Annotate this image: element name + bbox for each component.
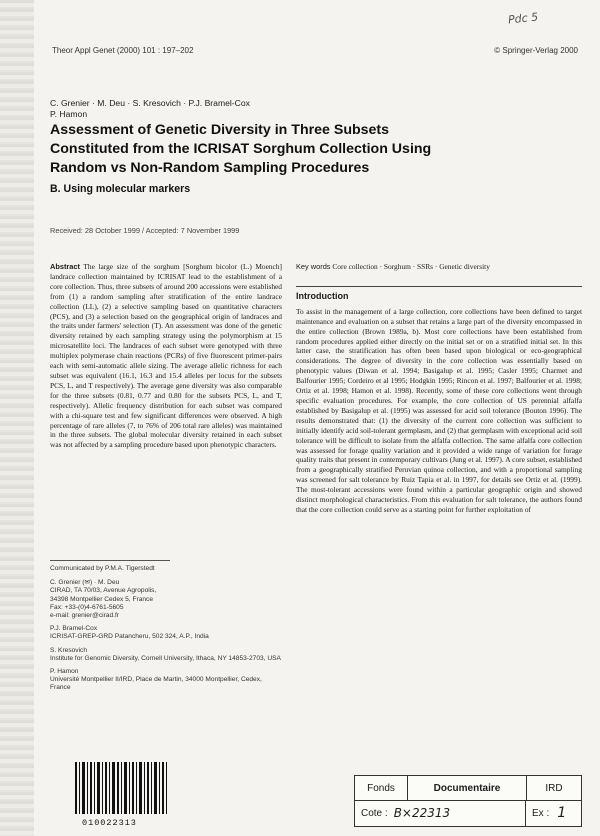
- stamp-top-row: [355, 776, 581, 801]
- introduction-heading: Introduction: [296, 286, 582, 302]
- corr-line: C. Grenier (✉) · M. Deu: [50, 579, 120, 587]
- affiliation-hamon: [50, 668, 282, 693]
- paper-subtitle: B. Using molecular markers: [50, 183, 191, 195]
- stamp-bottom-row: [355, 800, 581, 826]
- author-line-1: C. Grenier · M. Deu · S. Kresovich · P.J. Bramel-Cox: [50, 98, 250, 108]
- footnote-block: [50, 560, 282, 698]
- keywords: [296, 262, 582, 272]
- stamp-fonds: Fonds: [355, 776, 408, 800]
- stamp-cote-value: B×22313: [393, 806, 451, 820]
- affiliation-bramel: [50, 625, 282, 641]
- keywords-label: Key words: [296, 262, 331, 271]
- stamp-documentaire: Documentaire: [408, 776, 527, 800]
- affiliation-address: Institute for Genomic Diversity, Cornell University, Ithaca, NY 14853-2703, USA: [50, 654, 281, 662]
- affiliation-address: Université Montpellier II/IRD, Place de Martin, 34000 Montpellier, Cedex, France: [50, 676, 262, 692]
- library-stamp: [354, 775, 582, 827]
- corr-line: CIRAD, TA 70/03, Avenue Agropolis,: [50, 587, 157, 595]
- affiliation-kresovich: [50, 647, 282, 663]
- right-column: [296, 262, 582, 515]
- publisher-copyright: © Springer-Verlag 2000: [494, 46, 578, 55]
- communicated-by: Communicated by P.M.A. Tigerstedt: [50, 565, 155, 572]
- stamp-ex-label: Ex :: [532, 807, 550, 819]
- paper-title: Assessment of Genetic Diversity in Three Subsets Constituted from the ICRISAT Sorghum Collection Using Random vs Non-Random Sampling Procedures: [50, 122, 432, 176]
- barcode-number: 010022313: [82, 818, 137, 828]
- author-list: [50, 98, 250, 120]
- introduction-text: To assist in the management of a large collection, core collections have been defined to target maintenance and evaluation on a subset that retains a large part of the diversity encompassed in the entire collection (Brown 1989a, b). Most core collections have been established from random procedures applied either directly on the initial set or on a stratified initial set. In this latter case, the stratification has often been based upon biological or eco-geographical considerations. The degree of diversity in the core collection was essentially based on phenotypic values (Diwan et al. 1994; Basigalup et al. 1995; Casler 1995; Charmet and Balfourier 1995; Cordeiro et al 1995; Hodgkin 1995; Rincon et al. 1997; Balfourier et al. 1998; Ortiz et al. 1998; Hamon et al. 1998). Recently, some of these core collections went through specific evaluation procedures. For example, the core collection of US perennial alfalfa established by Basigalup et al. (1995) was assessed for acid soil tolerance (Bouton 1996). The results demonstrated that: (1) the diversity of the current core collection was sufficient to initially identify acid soil-tolerant germplasm, and (2) that germplasm with exceptional acid soil tolerance will be difficult to isolate from the alfalfa collection. The same alfalfa core collection was assessed for forage quality variation and it provided a wide range of variation for forage quality traits that present in contemporary cultivars (Jung et al. 1997). A core subset, established from a geographically stratified Peruvian quinoa collection, and with a proportional sampling was screened for salt tolerance by Ruiz Tapia et al. in 1997, for details see Ortiz et al. (1999). The most-tolerant accessions were found within a particular geographic origin and showed distinct morphological characteristics. From this evaluation for salt tolerance, the authors found that the core collection could serve as a starting point for further exploitation of: [296, 306, 582, 514]
- stamp-cote: [355, 800, 526, 826]
- journal-citation: Theor Appl Genet (2000) 101 : 197–202: [52, 46, 194, 55]
- affiliation-name: P.J. Bramel-Cox: [50, 625, 98, 633]
- received-accepted-dates: Received: 28 October 1999 / Accepted: 7 November 1999: [50, 226, 240, 235]
- abstract-label: Abstract: [50, 262, 80, 271]
- abstract-text: The large size of the sorghum [Sorghum bicolor (L.) Moench] landrace collection maintained by ICRISAT lead to the establishment of a core collection. Thus, three subsets of around 200 accessions were established from (1) a random sampling after stratification of the entire landrace collection (LL), (2) a selective sampling based on quantitative characters (PCS), and (3) a selection based on the geographical origin of landraces and the traits under farmers' selection (T). An assessment was done of the genetic diversity retained by each sampling strategy using the polymorphism at 15 microsatellite loci. The landraces of each subset were genotyped with three multiplex polymerase chain reactions (PCRs) of five fluorescent primer-pairs each with semi-automatic allele sizing. The average allelic richness for each subset was equivalent (16.1, 16.3 and 15.4 alleles per locus for the subsets PCS, L, and T respectively). The average gene diversity was also comparable for the three subsets (0.81, 0.77 and 0.80 for the subsets PCS, L, and T, respectively). Allelic frequency distribution for each subset was compared with a chi-square test and few significant differences were observed. A high percentage of rare alleles (7, to 76% of 206 total rare alleles) was maintained in the three subsets. The global molecular diversity retained in each subset was not affected by a sampling procedure based upon phenotypic characters.: [50, 262, 282, 450]
- author-line-2: P. Hamon: [50, 109, 88, 119]
- affiliation-name: P. Hamon: [50, 668, 79, 676]
- keywords-text: Core collection · Sorghum · SSRs · Genetic diversity: [332, 262, 490, 271]
- corr-line: e-mail: grenier@cirad.fr: [50, 612, 119, 620]
- correspondence-address: [50, 579, 282, 620]
- stamp-org: IRD: [545, 782, 563, 794]
- footnote-rule: [50, 560, 170, 561]
- barcode-image: [74, 760, 168, 818]
- stamp-ex-value: 1: [557, 805, 567, 821]
- handwritten-corner-note: Pdc 5: [507, 10, 539, 27]
- corr-line: 34398 Montpellier Cedex 5, France: [50, 595, 153, 603]
- running-head: [52, 46, 578, 55]
- corr-line: Fax: +33-(0)4-6761-5605: [50, 603, 124, 611]
- affiliation-name: S. Kresovich: [50, 646, 88, 654]
- scan-left-margin-noise: [0, 0, 34, 836]
- abstract: [50, 262, 282, 450]
- stamp-cote-label: Cote :: [361, 807, 388, 819]
- stamp-ex: [526, 800, 581, 826]
- affiliation-address: ICRISAT-GREP-GRD Patancheru, 502 324, A.P., India: [50, 633, 209, 641]
